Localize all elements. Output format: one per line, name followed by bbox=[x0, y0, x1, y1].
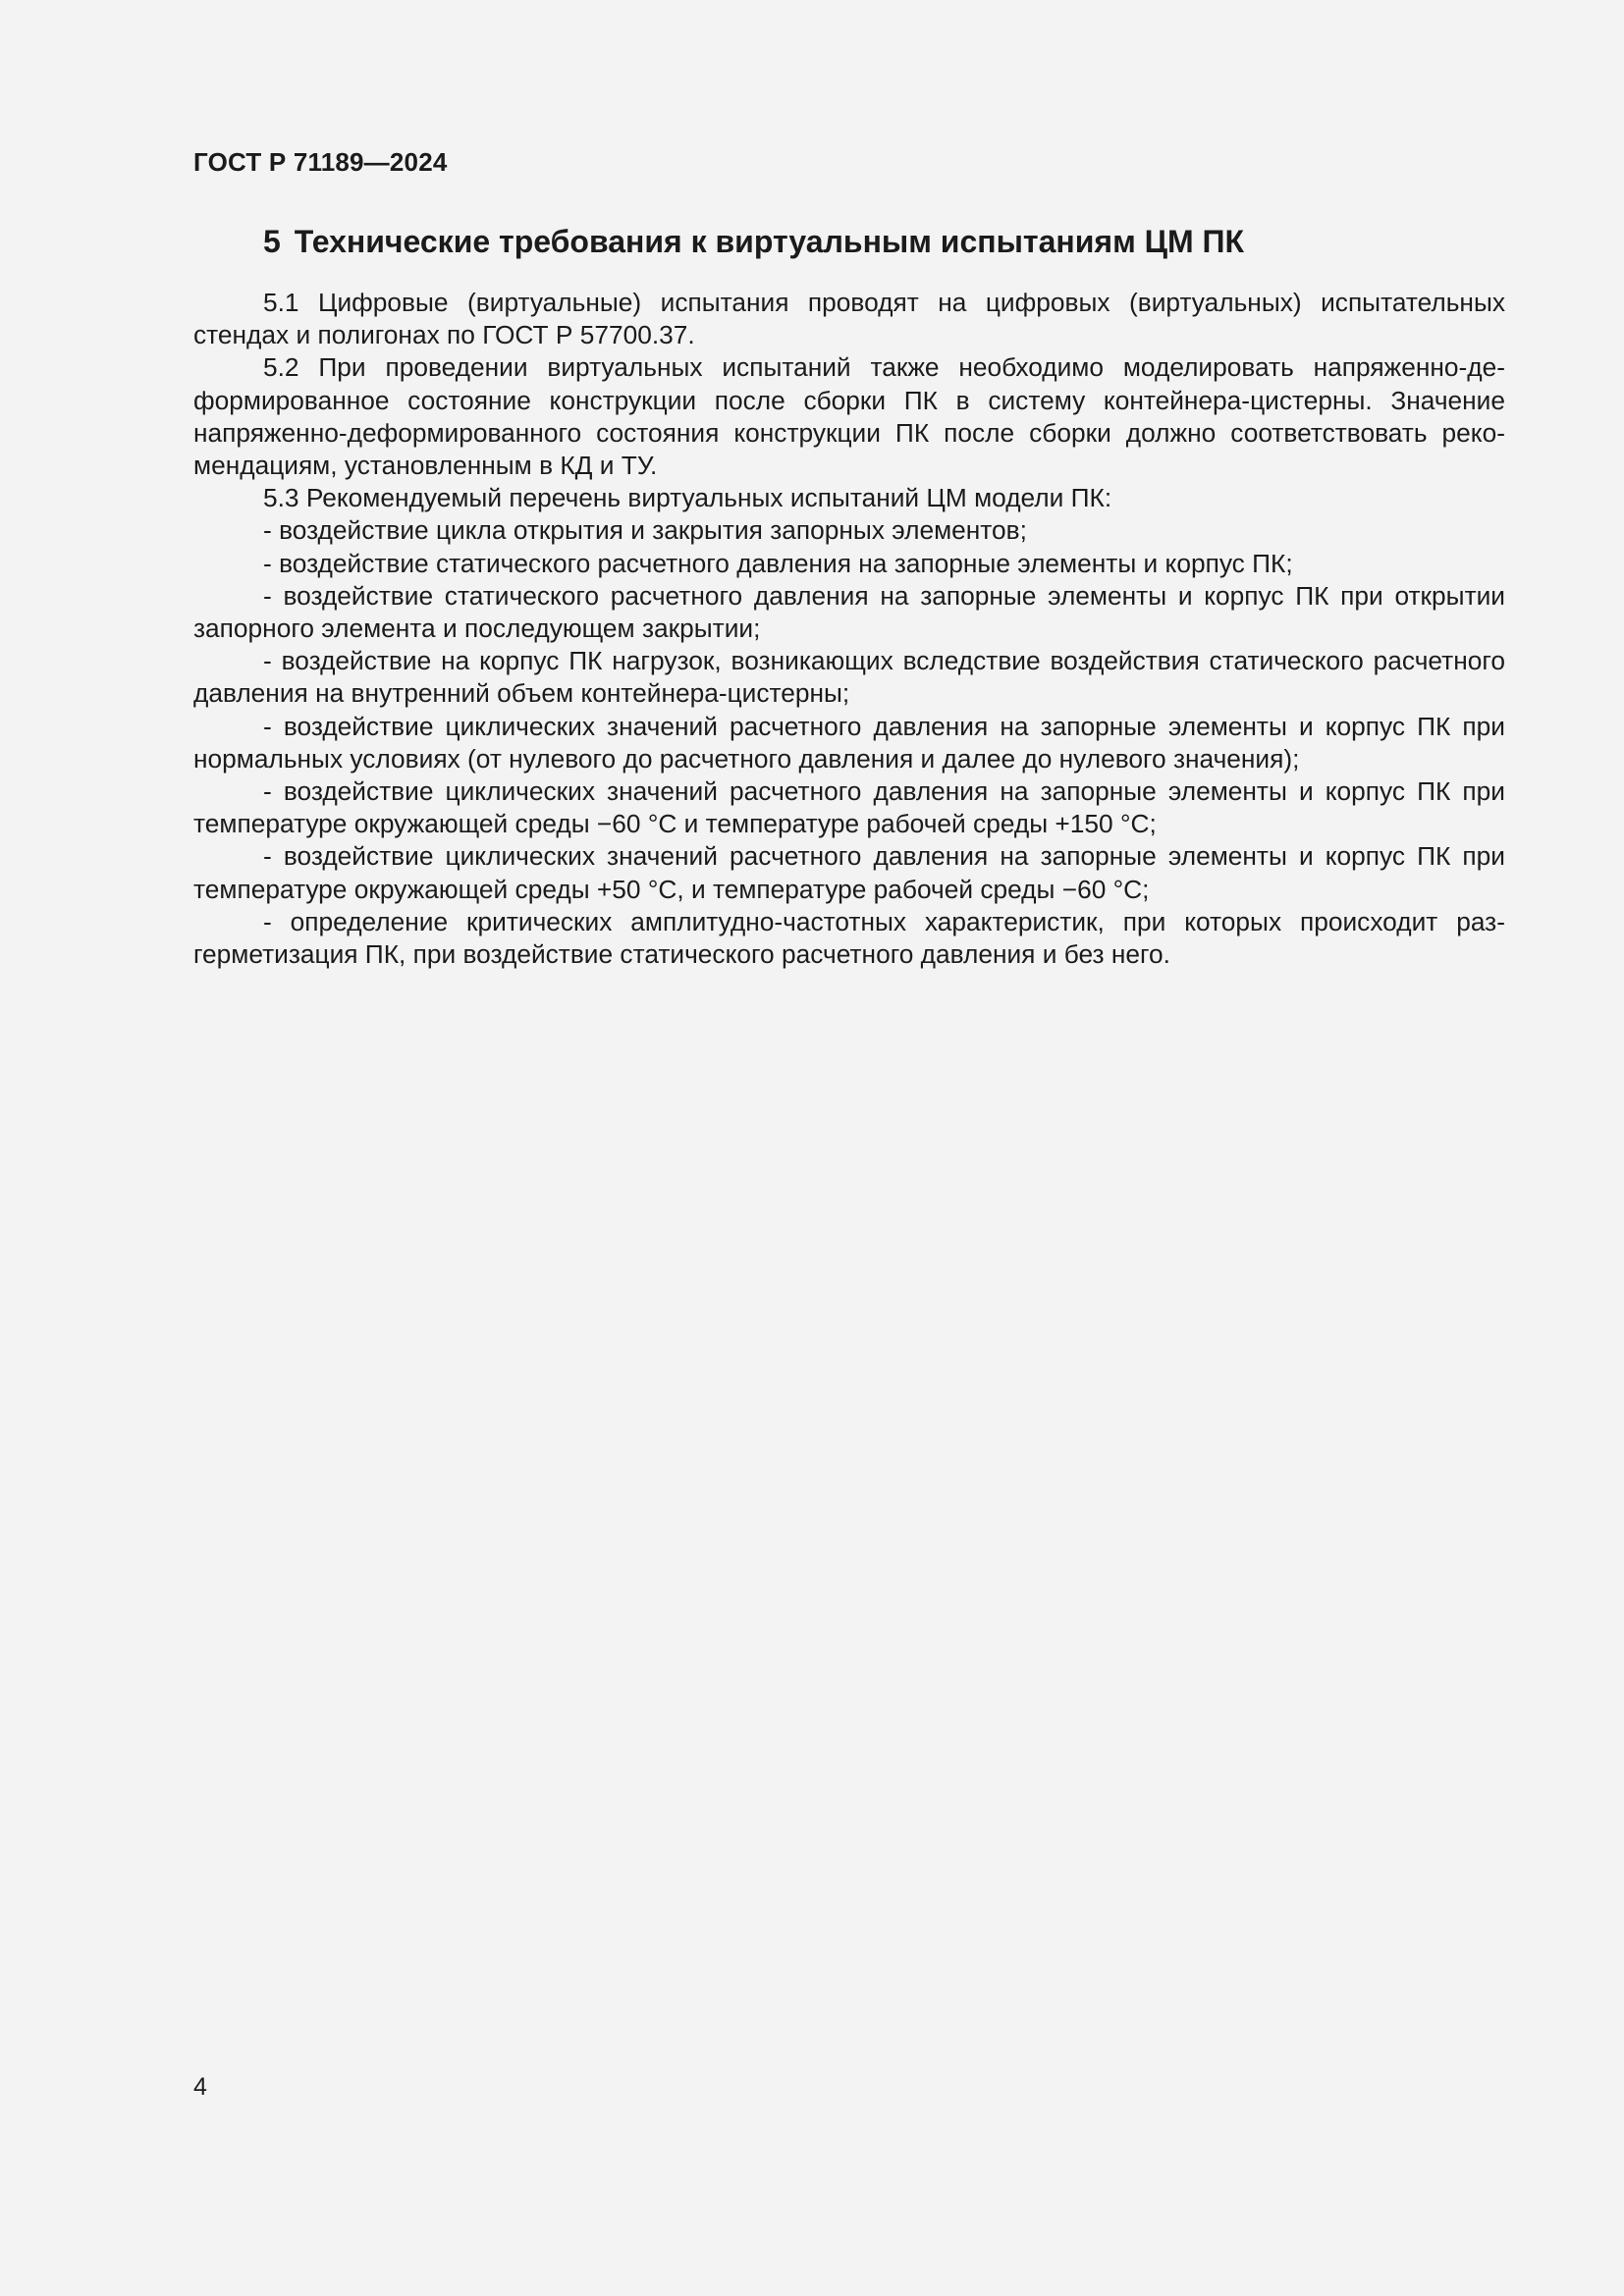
list-item: - воздействие циклических значений расчетного давления на запорные элементы и корпус ПК при температуре окружающей среды +50 °С, и температуре рабочей среды −60 °С; bbox=[193, 841, 1505, 904]
list-item: - воздействие циклических значений расчетного давления на запорные элементы и корпус ПК при нормальных условиях (от нулевого до расчетного давления и далее до нулевого значения); bbox=[193, 711, 1505, 774]
standard-code-header: ГОСТ Р 71189—2024 bbox=[193, 147, 448, 177]
section-heading bbox=[263, 224, 1500, 260]
section-body bbox=[193, 287, 1505, 971]
list-item: - воздействие статического расчетного давления на запорные элементы и корпус ПК при открытии запорного элемента и последующем закрытии; bbox=[193, 580, 1505, 644]
list-item: - воздействие на корпус ПК нагрузок, возникающих вследствие воздействия статического расчетного давления на внутренний объем контейнера-цистерны; bbox=[193, 646, 1505, 709]
paragraph-5-3: 5.3 Рекомендуемый перечень виртуальных испытаний ЦМ модели ПК: bbox=[263, 483, 1112, 513]
list-item: - определение критических амплитудно-частотных характеристик, при которых происходит разгерметизация ПК, при воздействие статического расчетного давления и без него. bbox=[193, 906, 1505, 970]
page-number: 4 bbox=[193, 2073, 207, 2101]
section-title-text: Технические требования к виртуальным испытаниям ЦМ ПК bbox=[294, 224, 1245, 259]
paragraph-5-2: 5.2 При проведении виртуальных испытаний также необходимо моделировать напряженно-деформированное состояние конструкции после сборки ПК в систему контейнера-цистерны. Значение напряженно-деформированного состояния конструкции ПК после сборки должно соответствовать рекомендациям, установленным в КД и ТУ. bbox=[193, 352, 1505, 481]
list-item: - воздействие циклических значений расчетного давления на запорные элементы и корпус ПК при температуре окружающей среды −60 °С и температуре рабочей среды +150 °С; bbox=[193, 776, 1505, 839]
list-item: - воздействие цикла открытия и закрытия запорных элементов; bbox=[263, 515, 1027, 546]
section-number: 5 bbox=[263, 224, 281, 259]
paragraph-5-1: 5.1 Цифровые (виртуальные) испытания проводят на цифровых (виртуальных) испытательных стендах и полигонах по ГОСТ Р 57700.37. bbox=[193, 288, 1505, 350]
list-item: - воздействие статического расчетного давления на запорные элементы и корпус ПК; bbox=[263, 548, 1293, 578]
